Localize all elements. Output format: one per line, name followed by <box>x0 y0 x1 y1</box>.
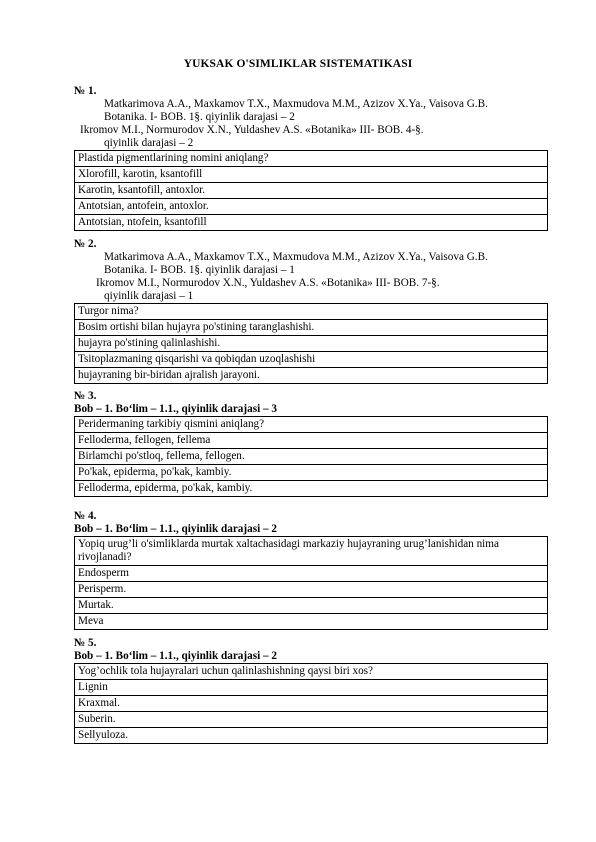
question-text: Yopiq urug’li o'simliklarda murtak xaltachasidagi markaziy hujayraning urug’lanishidan nima rivojlanadi? <box>75 537 548 566</box>
table-row <box>75 465 548 481</box>
answer-option: Perisperm. <box>75 582 548 598</box>
question-text: Peridermaning tarkibiy qismini aniqlang? <box>75 417 548 433</box>
table-row <box>75 320 548 336</box>
answer-option: Endosperm <box>75 566 548 582</box>
table-row <box>75 582 548 598</box>
question-4 <box>74 510 548 630</box>
table-row <box>75 614 548 630</box>
table-row <box>75 537 548 566</box>
chapter-line: Bob – 1. Bo‘lim – 1.1., qiyinlik darajasi – 3 <box>74 403 277 415</box>
chapter-line: Bob – 1. Bo‘lim – 1.1., qiyinlik darajasi – 2 <box>74 523 277 535</box>
difficulty-level: qiyinlik darajasi – 2 <box>104 137 194 149</box>
answer-option: Tsitoplazmaning qisqarishi va qobiqdan uzoqlashishi <box>75 352 548 368</box>
table-row <box>75 304 548 320</box>
answer-option: Bosim ortishi bilan hujayra po'stining taranglashishi. <box>75 320 548 336</box>
table-row <box>75 167 548 183</box>
reference-authors: Matkarimova A.A., Maxkamov T.X., Maxmudova M.M., Azizov X.Ya., Vaisova G.B. <box>104 251 488 263</box>
reference-authors-2: Ikromov M.I., Normurodov X.N., Yuldashev A.S. «Botanika» III- BOB. 7-§. <box>96 277 440 289</box>
question-text: Turgor nima? <box>75 304 548 320</box>
reference-book: Botanika. I- BOB. 1§. qiyinlik darajasi – 1 <box>104 264 295 276</box>
table-row <box>75 199 548 215</box>
answer-option: Lignin <box>75 680 548 696</box>
question-1 <box>74 85 548 231</box>
answer-option: Xlorofill, karotin, ksantofill <box>75 167 548 183</box>
table-row <box>75 728 548 744</box>
answer-option: Suberin. <box>75 712 548 728</box>
table-row <box>75 183 548 199</box>
question-number: № 3. <box>74 390 97 402</box>
reference-authors-2: Ikromov M.I., Normurodov X.N., Yuldashev A.S. «Botanika» III- BOB. 4-§. <box>80 124 424 136</box>
table-row <box>75 215 548 231</box>
table-row <box>75 449 548 465</box>
question-number: № 1. <box>74 85 97 97</box>
chapter-line: Bob – 1. Bo‘lim – 1.1., qiyinlik darajasi – 2 <box>74 650 277 662</box>
table-row <box>75 598 548 614</box>
question-text: Plastida pigmentlarining nomini aniqlang? <box>75 151 548 167</box>
answer-table <box>74 303 548 384</box>
answer-option: hujayra po'stining qalinlashishi. <box>75 336 548 352</box>
answer-option: hujayraning bir-biridan ajralish jarayoni. <box>75 368 548 384</box>
table-row <box>75 336 548 352</box>
answer-table <box>74 663 548 744</box>
answer-option: Kraxmal. <box>75 696 548 712</box>
answer-option: Sellyuloza. <box>75 728 548 744</box>
table-row <box>75 417 548 433</box>
table-row <box>75 664 548 680</box>
answer-option: Antotsian, ntofein, ksantofill <box>75 215 548 231</box>
question-text: Yog’ochlik tola hujayralari uchun qalinlashishning qaysi biri xos? <box>75 664 548 680</box>
table-row <box>75 151 548 167</box>
table-row <box>75 680 548 696</box>
answer-table <box>74 416 548 497</box>
answer-table <box>74 150 548 231</box>
question-number: № 5. <box>74 637 97 649</box>
question-3 <box>74 390 548 497</box>
answer-option: Birlamchi po'stloq, fellema, fellogen. <box>75 449 548 465</box>
answer-option: Felloderma, fellogen, fellema <box>75 433 548 449</box>
page-title: YUKSAK O'SIMLIKLAR SISTEMATIKASI <box>183 58 413 70</box>
table-row <box>75 352 548 368</box>
answer-option: Karotin, ksantofill, antoxlor. <box>75 183 548 199</box>
table-row <box>75 481 548 497</box>
table-row <box>75 696 548 712</box>
answer-option: Meva <box>75 614 548 630</box>
answer-table <box>74 536 548 630</box>
question-5 <box>74 637 548 744</box>
reference-book: Botanika. I- BOB. 1§. qiyinlik darajasi – 2 <box>104 111 295 123</box>
difficulty-level: qiyinlik darajasi – 1 <box>104 290 194 302</box>
table-row <box>75 433 548 449</box>
table-row <box>75 368 548 384</box>
answer-option: Felloderma, epiderma, po'kak, kambiy. <box>75 481 548 497</box>
answer-option: Po'kak, epiderma, po'kak, kambiy. <box>75 465 548 481</box>
answer-option: Murtak. <box>75 598 548 614</box>
question-number: № 4. <box>74 510 97 522</box>
question-2 <box>74 238 548 384</box>
table-row <box>75 566 548 582</box>
question-number: № 2. <box>74 238 97 250</box>
answer-option: Antotsian, antofein, antoxlor. <box>75 199 548 215</box>
reference-authors: Matkarimova A.A., Maxkamov T.X., Maxmudova M.M., Azizov X.Ya., Vaisova G.B. <box>104 98 488 110</box>
table-row <box>75 712 548 728</box>
